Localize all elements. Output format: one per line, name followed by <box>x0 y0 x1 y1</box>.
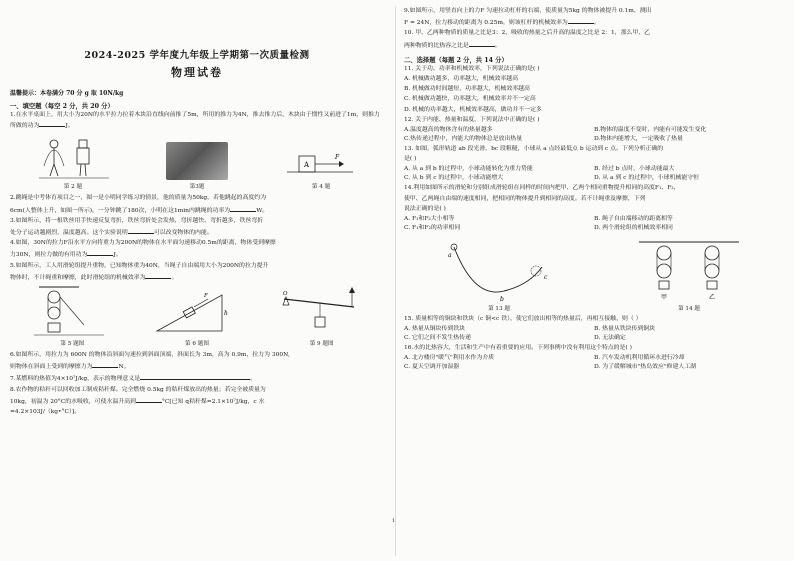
question-4: 4.如图，30N的拉力F沿水平方向将重力为200N的物体在水平面匀速移动0.5m的距离，物体受到摩擦 <box>10 240 276 247</box>
block-pull-figure <box>285 144 355 180</box>
exam-subtitle: 物理试卷 <box>171 66 223 79</box>
q15-options-row2: C. 它们之间不发生热传递 D. 无法确定 <box>404 335 626 342</box>
section-1-heading: 一、填空题（每空 2 分，共 20 分） <box>10 103 114 110</box>
two-pulleys-figure <box>634 239 744 303</box>
question-1: 1.在水平桌面上，用大小为20N的水平拉力拉着木块沿直线向前推了5m，所用的推力为4N，推去推力后，木块由于惯性又前进了1m，则推力所做的功为 J。 <box>10 112 380 130</box>
q11-option-c: C. 机械做功越快，功率越大，机械效率并不一定高 <box>404 96 536 103</box>
right-column: 9.如图所示，用竖直向上的力F 匀速拉动杠杆的右端，使质量为5kg 的物体被提升 0.1m，测出 F = 24N，拉力移动的距离为 0.25m，则该杠杆的机械效率为 。 10. 甲、乙两种物质的质量之比是3：2，吸收的热量之后升高的温度之比是 2：1，那么甲、乙 两种物质的比热容之比是 。 二、选择题（每题 2 分，共 14 分） 11. 关于功、功率和机械效率，下列说法正确的是( ) A. 机械做功越多，功率越大，机械效率越高 B. 机械做功时间越短，功率越大，机械效率越高 C. 机械做功越快，功率越大，机械效率并不一定高 D. 机械的功率越大，机械效率越高，做功并不一定多 12. 关于内能、热量和温度，下列说法中正确的是( ) A.温度越高的物体含有的热量越多 B.物体的温度不变时，内能有可能发生变化 C.热传递过程中，内能大的物体总是放出热量 D.物体内能增大，一定吸收了热量 13. 如图，弧形轨道 ab 段光滑，bc 段粗糙，小球从 a 点经最低点 b 运动到 c 点。下列分析正确的 是( ) A. 从 a 到 b 的过程中，小球动能转化为重力势能 B. 经过 b 点时，小球动能最大 C. 从 b 到 c 的过程中，小球动能增大 D. 从 a 到 c 的过程中，小球机械能守恒 14.利用如图所示的滑轮和分别组成滑轮组在同样的时间内把甲、乙两个相同重物提升相同的高度F₁、F₂， 使甲、乙两绳自由端的速度相同，把相同的物体提升到相同的高度。若不计绳重及摩擦，下列 说法正确的是( ) A. F₁和F₂大小相等 B. 绳子自由端移动的距离相等 C. F₁和F₂的功率相同 D. 两个滑轮组的机械效率相同 a b c 甲 乙 第 13 题 第 14 题 15. 质量相等的铜块和铁块（c 铜<c 铁），使它们放出相等的热量后，再相互接触，则（ ） A. 热量从铜块传到铁块 B. 热量从铁块传到铜块 C. 它们之间不发生热传递 D. 无法确定 16.水的比热容大，生活和生产中有着重要的应用。下列事例中没有利用这个特点的是( ) A. 北方楼房"暖气"利用水作为介质 B. 汽车发动机利用循环水进行冷却 C. 夏天空调开加湿器 D. 为了缓解城市"热岛效应"修建人工湖 <box>400 0 790 561</box>
incline-figure <box>152 285 232 337</box>
exam-title: 2024-2025 学年度九年级上学期第一次质量检测 <box>84 50 310 61</box>
figure-captions-a: 第 2 题 第3题 第 4 题 <box>63 184 331 191</box>
question-15: 15. 质量相等的铜块和铁块（c 铜<c 铁），使它们放出相等的热量后，再相互接触，则（ ） <box>404 316 642 323</box>
question-5: 5.如图所示，工人用滑轮组提升重物，已知物体重为40N，当绳子自由端用大小为200N的拉力提升 <box>10 262 269 269</box>
figure-captions-b: 第 5 题图 第 6 题图 第 9 题图 <box>60 341 334 348</box>
figures-2-4 <box>10 134 384 180</box>
page-number: 1 <box>392 518 396 524</box>
question-14: 14.利用如图所示的滑轮和分别组成滑轮组在同样的时间内把甲、乙两个相同重物提升相同的高度F₁、F₂， <box>404 185 680 192</box>
question-12: 12. 关于内能、热量和温度，下列说法中正确的是( ) <box>404 116 540 123</box>
question-13: 13. 如图，弧形轨道 ab 段光滑，bc 段粗糙，小球从 a 点经最低点 b 运动到 c 点。下列分析正确的 <box>404 146 664 153</box>
figures-13-14 <box>404 235 784 303</box>
svg-text:F: F <box>335 154 340 162</box>
q12-options-row2: C.热传递过程中，内能大的物体总是放出热量 D.物体内能增大，一定吸收了热量 <box>404 136 683 143</box>
pulley-system-figure <box>34 285 104 337</box>
question-16: 16.水的比热容大，生活和生产中有着重要的应用。下列事例中没有利用这个特点的是( ) <box>404 345 632 352</box>
q16-options-row1: A. 北方楼房"暖气"利用水作为介质 B. 汽车发动机利用循环水进行冷却 <box>404 355 685 362</box>
question-6: 6.如图所示，用拉力为 600N 的物体沿斜面匀速拉到斜面顶端，斜面长为 3m，高为 0.9m，拉力为 300N, <box>10 352 290 359</box>
q11-option-a: A. 机械做功越多，功率越大，机械效率越高 <box>404 76 519 83</box>
question-11: 11. 关于功、功率和机械效率，下列说法正确的是( ) <box>404 65 540 72</box>
svg-text:c: c <box>544 274 548 282</box>
figures-5-9 <box>10 285 384 337</box>
q13-options-row2: C. 从 b 到 c 的过程中，小球动能增大 D. 从 a 到 c 的过程中，小球机械能守恒 <box>404 175 700 182</box>
svg-text:a: a <box>448 252 452 260</box>
question-9: 9.如图所示，用竖直向上的力F 匀速拉动杠杆的右端，使质量为5kg 的物体被提升 0.1m，测出 <box>404 8 652 14</box>
rope-skipping-figure <box>39 136 109 180</box>
section-2-heading: 二、选择题（每题 2 分，共 14 分） <box>404 56 508 64</box>
q14-options-row1: A. F₁和F₂大小相等 B. 绳子自由端移动的距离相等 <box>404 216 673 223</box>
svg-text:A: A <box>304 161 310 170</box>
q16-options-row2: C. 夏天空调开加湿器 D. 为了缓解城市"热岛效应"修建人工湖 <box>404 364 697 371</box>
question-7: 7.某燃料的热值为4×10⁷J/kg，表示的物理意义是 。 <box>10 373 384 384</box>
svg-text:O: O <box>283 291 288 298</box>
figure-label-yi: 乙 <box>709 294 716 302</box>
svg-text:b: b <box>500 296 504 304</box>
question-8: 8.农作物的秸秆可以回收加工制成秸秆煤。完全燃烧 0.5kg 的秸秆煤放出的热量；若完全被质量为 <box>10 386 266 393</box>
wire-bending-photo <box>166 142 228 180</box>
q11-option-b: B. 机械做功时间越短，功率越大，机械效率越高 <box>404 86 530 93</box>
q15-options-row1: A. 热量从铜块传到铁块 B. 热量从铁块传到铜块 <box>404 326 656 333</box>
column-divider <box>395 6 396 556</box>
left-column: 2024-2025 学年度九年级上学期第一次质量检测 物理试卷 温馨提示：本卷满分 70 分 g 取 10N/kg 一、填空题（每空 2 分，共 20 分） 1.在水平桌面上，用大小为20N的水平拉力拉着木块沿直线向前推了5m，所用的推力为4N，推去推力后，木块由于惯性又前进了1m，则推力所做的功为 J。 A F 第 2 题 第3题 第 4 题 2.跳绳是中考体育项目之一，图一是小明同学练习的情景，他的质量为50kg，若他跳起的高度约为 6cm(人整体上升，如图一所示)，一分钟跳了180次，小明在这1min内跳绳的功率为 W。 3.如图所示，将一根铁丝用手快速反复弯折，铁丝弯折处会发热，弯折越快、弯折越多，铁丝弯折 处分子运动越剧烈，温度越高。这个实验说明 可以改变物体的内能。 4.如图，30N的拉力F沿水平方向将重力为200N的物体在水平面匀速移动0.5m的距离，物体受到摩擦 力30N，则拉力做的有用功为 J。 5.如图所示，工人用滑轮组提升重物，已知物体重为40N，当绳子自由端用大小为200N的拉力提升 物体时，不计绳重和摩擦，此时滑轮组的机械效率为 。 h F O 第 5 题图 第 6 题图 第 9 题图 6.如图所示，用拉力为 600N 的物体沿斜面匀速拉到斜面顶端，斜面长为 3m，高为 0.9m，拉力为 300N, 则物体在斜面上受到的摩擦力为 N。 7.某燃料的热值为4×10⁷J/kg，表示的物理意义是 。 8.农作物的秸秆可以回收加工制成秸秆煤。完全燃烧 0.5kg 的秸秆煤放出的热量；若完全被质量为 10kg，初温为 20°C的水吸收，可使水温升高到 °C[已知 q秸秆煤=2.1×10⁷J/kg，c 水 =4.2×103J/（kg•°C）]。 <box>0 0 390 561</box>
question-3: 3.如图所示，将一根铁丝用手快速反复弯折，铁丝弯折处会发热，弯折越快、弯折越多，铁丝弯折 <box>10 217 264 224</box>
q11-option-d: D. 机械的功率越大，机械效率越高，做功并不一定多 <box>404 106 542 113</box>
svg-text:h: h <box>224 310 228 318</box>
q13-options-row1: A. 从 a 到 b 的过程中，小球动能转化为重力势能 B. 经过 b 点时，小球动能最大 <box>404 166 675 173</box>
lever-figure <box>280 285 360 337</box>
q12-options-row1: A.温度越高的物体含有的热量越多 B.物体的温度不变时，内能有可能发生变化 <box>404 127 707 134</box>
track-curve-figure <box>444 239 554 303</box>
question-10: 10. 甲、乙两种物质的质量之比是3：2，吸收的热量之后升高的温度之比是 2：1，那么甲、乙 <box>404 30 651 37</box>
question-2: 2.跳绳是中考体育项目之一，图一是小明同学练习的情景，他的质量为50kg，若他跳起的高度约为 <box>10 195 267 202</box>
q14-options-row2: C. F₁和F₂的功率相同 D. 两个滑轮组的机械效率相同 <box>404 225 673 232</box>
figure-captions-right: 第 13 题 第 14 题 <box>488 306 700 313</box>
exam-notice: 温馨提示：本卷满分 70 分 g 取 10N/kg <box>10 90 124 97</box>
svg-text:F: F <box>204 293 208 300</box>
figure-label-jia: 甲 <box>661 294 668 302</box>
